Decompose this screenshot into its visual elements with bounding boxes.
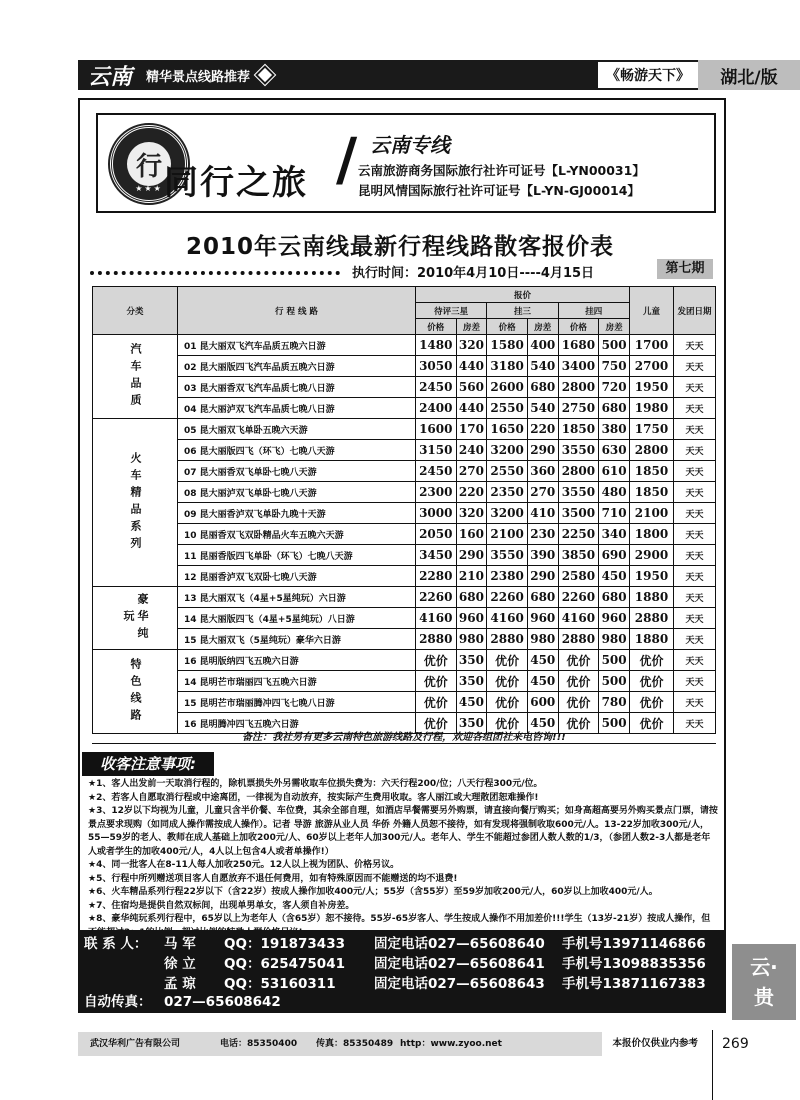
side-tab-line1: 云· bbox=[750, 955, 778, 979]
route-cell: 11 昆丽香版四飞单卧（环飞）七晚八天游 bbox=[178, 545, 416, 566]
price-cell: 1650 bbox=[487, 419, 528, 440]
price-cell: 优价 bbox=[558, 671, 599, 692]
room-diff-cell: 710 bbox=[599, 503, 630, 524]
edition-label: 湖北/版 bbox=[698, 60, 800, 90]
price-cell: 2350 bbox=[487, 482, 528, 503]
room-diff-cell: 450 bbox=[527, 671, 558, 692]
price-cell: 优价 bbox=[487, 692, 528, 713]
depart-cell: 天天 bbox=[674, 461, 716, 482]
depart-cell: 天天 bbox=[674, 713, 716, 734]
room-diff-cell: 390 bbox=[527, 545, 558, 566]
route-cell: 15 昆明芒市瑞丽腾冲四飞七晚八日游 bbox=[178, 692, 416, 713]
price-cell: 3550 bbox=[487, 545, 528, 566]
col-price-1: 价格 bbox=[416, 319, 457, 335]
child-price-cell: 1850 bbox=[630, 461, 674, 482]
price-cell: 2260 bbox=[487, 587, 528, 608]
room-diff-cell: 400 bbox=[527, 335, 558, 356]
col-price-2: 价格 bbox=[487, 319, 528, 335]
depart-cell: 天天 bbox=[674, 503, 716, 524]
contact-tel: 固定电话027—65608641 bbox=[374, 956, 545, 972]
room-diff-cell: 980 bbox=[599, 629, 630, 650]
room-diff-cell: 350 bbox=[456, 713, 487, 734]
price-cell: 1600 bbox=[416, 419, 457, 440]
table-row bbox=[93, 482, 716, 503]
room-diff-cell: 680 bbox=[599, 587, 630, 608]
footer-bar bbox=[78, 1032, 708, 1056]
room-diff-cell: 750 bbox=[599, 356, 630, 377]
price-cell: 1580 bbox=[487, 335, 528, 356]
room-diff-cell: 290 bbox=[527, 566, 558, 587]
price-cell: 2800 bbox=[558, 461, 599, 482]
price-cell: 3550 bbox=[558, 440, 599, 461]
depart-cell: 天天 bbox=[674, 692, 716, 713]
child-price-cell: 2900 bbox=[630, 545, 674, 566]
room-diff-cell: 560 bbox=[456, 377, 487, 398]
child-price-cell: 1800 bbox=[630, 524, 674, 545]
col-child: 儿童 bbox=[630, 287, 674, 335]
fax-number: 027—65608642 bbox=[164, 994, 281, 1010]
footer-phone: 电话：85350400 bbox=[220, 1039, 298, 1049]
room-diff-cell: 360 bbox=[527, 461, 558, 482]
room-diff-cell: 450 bbox=[456, 692, 487, 713]
page-divider bbox=[712, 1030, 713, 1100]
price-cell: 优价 bbox=[487, 650, 528, 671]
route-cell: 06 昆大丽版四飞（环飞）七晚八天游 bbox=[178, 440, 416, 461]
price-cell: 3180 bbox=[487, 356, 528, 377]
logo-stars-icon: ★★★ bbox=[135, 184, 163, 193]
price-cell: 3150 bbox=[416, 440, 457, 461]
room-diff-cell: 500 bbox=[599, 335, 630, 356]
contact-qq: QQ：53160311 bbox=[224, 976, 336, 992]
route-cell: 02 昆大丽版四飞汽车品质五晚六日游 bbox=[178, 356, 416, 377]
price-cell: 2250 bbox=[558, 524, 599, 545]
child-price-cell: 2100 bbox=[630, 503, 674, 524]
notes-title: 收客注意事项: bbox=[82, 752, 214, 776]
note-item: ★2、若客人自愿取消行程或中途离团，一律视为自动放弃，按实际产生费用收取。客人丽江或大理散团恕难操作! bbox=[88, 792, 539, 803]
child-price-cell: 优价 bbox=[630, 713, 674, 734]
room-diff-cell: 290 bbox=[456, 545, 487, 566]
room-diff-cell: 350 bbox=[456, 650, 487, 671]
child-price-cell: 1750 bbox=[630, 419, 674, 440]
child-price-cell: 2880 bbox=[630, 608, 674, 629]
line-name: 云南专线 bbox=[370, 133, 450, 157]
logo-emblem: 行 bbox=[127, 142, 171, 186]
footer-company: 武汉华利广告有限公司 bbox=[90, 1039, 181, 1049]
contact-name: 徐 立 bbox=[164, 956, 196, 972]
room-diff-cell: 500 bbox=[599, 713, 630, 734]
price-cell: 优价 bbox=[558, 650, 599, 671]
room-diff-cell: 340 bbox=[599, 524, 630, 545]
depart-cell: 天天 bbox=[674, 587, 716, 608]
price-cell: 3500 bbox=[558, 503, 599, 524]
room-diff-cell: 980 bbox=[456, 629, 487, 650]
route-cell: 07 昆大丽香双飞单卧七晚八天游 bbox=[178, 461, 416, 482]
magazine-name: 《畅游天下》 bbox=[598, 60, 698, 90]
footer-web[interactable]: http：www.zyoo.net bbox=[400, 1039, 502, 1049]
note-item: ★4、同一批客人在8-11人每人加收250元。12人以上视为团队、价格另议。 bbox=[88, 860, 400, 870]
child-price-cell: 优价 bbox=[630, 692, 674, 713]
exec-time: 执行时间：2010年4月10日----4月15日 bbox=[352, 266, 595, 281]
price-cell: 3450 bbox=[416, 545, 457, 566]
room-diff-cell: 320 bbox=[456, 335, 487, 356]
page-number: 269 bbox=[722, 1036, 749, 1052]
room-diff-cell: 540 bbox=[527, 398, 558, 419]
fax-row bbox=[84, 992, 724, 1012]
col-room-1: 房差 bbox=[456, 319, 487, 335]
note-item: ★5、行程中所列赠送项目客人自愿放弃不退任何费用，如有特殊原因而不能赠送的均不退费! bbox=[88, 873, 458, 884]
price-cell: 3550 bbox=[558, 482, 599, 503]
table-row bbox=[93, 587, 716, 608]
room-diff-cell: 500 bbox=[599, 650, 630, 671]
depart-cell: 天天 bbox=[674, 482, 716, 503]
table-row bbox=[93, 377, 716, 398]
table-row bbox=[93, 398, 716, 419]
contact-row bbox=[84, 974, 724, 994]
room-diff-cell: 680 bbox=[456, 587, 487, 608]
license-1: 云南旅游商务国际旅行社许可证号【L-YN00031】 bbox=[358, 163, 645, 178]
price-cell: 2050 bbox=[416, 524, 457, 545]
depart-cell: 天天 bbox=[674, 356, 716, 377]
dotted-divider bbox=[90, 271, 340, 275]
route-cell: 13 昆大丽双飞（4星+5星纯玩）六日游 bbox=[178, 587, 416, 608]
depart-cell: 天天 bbox=[674, 629, 716, 650]
room-diff-cell: 960 bbox=[599, 608, 630, 629]
room-diff-cell: 630 bbox=[599, 440, 630, 461]
depart-cell: 天天 bbox=[674, 524, 716, 545]
room-diff-cell: 270 bbox=[527, 482, 558, 503]
depart-cell: 天天 bbox=[674, 608, 716, 629]
page-title: 2010年云南线最新行程线路散客报价表 bbox=[185, 234, 614, 260]
contact-name: 孟 琼 bbox=[164, 976, 196, 992]
col-price-3: 价格 bbox=[558, 319, 599, 335]
contact-mobile: 手机号13098835356 bbox=[562, 956, 706, 972]
price-cell: 2400 bbox=[416, 398, 457, 419]
table-row bbox=[93, 545, 716, 566]
room-diff-cell: 980 bbox=[527, 629, 558, 650]
contact-row bbox=[84, 934, 724, 954]
room-diff-cell: 230 bbox=[527, 524, 558, 545]
category-label: 汽车品质 bbox=[93, 335, 178, 419]
table-row bbox=[93, 440, 716, 461]
contact-mobile: 手机号13971146866 bbox=[562, 936, 706, 952]
room-diff-cell: 240 bbox=[456, 440, 487, 461]
contact-qq: QQ：191873433 bbox=[224, 936, 345, 952]
route-cell: 04 昆大丽泸双飞汽车品质七晚八日游 bbox=[178, 398, 416, 419]
region-label: 云南 bbox=[88, 63, 133, 90]
price-cell: 2880 bbox=[487, 629, 528, 650]
table-row bbox=[93, 650, 716, 671]
price-cell: 优价 bbox=[416, 671, 457, 692]
col-room-2: 房差 bbox=[527, 319, 558, 335]
price-cell: 2300 bbox=[416, 482, 457, 503]
price-cell: 2550 bbox=[487, 461, 528, 482]
room-diff-cell: 160 bbox=[456, 524, 487, 545]
price-cell: 优价 bbox=[487, 713, 528, 734]
table-row bbox=[93, 503, 716, 524]
price-cell: 2880 bbox=[416, 629, 457, 650]
room-diff-cell: 210 bbox=[456, 566, 487, 587]
depart-cell: 天天 bbox=[674, 398, 716, 419]
price-cell: 2600 bbox=[487, 377, 528, 398]
price-cell: 优价 bbox=[558, 692, 599, 713]
contact-qq: QQ：625475041 bbox=[224, 956, 345, 972]
route-cell: 05 昆大丽双飞单卧五晚六天游 bbox=[178, 419, 416, 440]
room-diff-cell: 220 bbox=[456, 482, 487, 503]
depart-cell: 天天 bbox=[674, 566, 716, 587]
license-2: 昆明风情国际旅行社许可证号【L-YN-GJ00014】 bbox=[358, 183, 640, 198]
col-room-3: 房差 bbox=[599, 319, 630, 335]
room-diff-cell: 780 bbox=[599, 692, 630, 713]
agency-name: 同行之旅 bbox=[164, 163, 308, 203]
room-diff-cell: 220 bbox=[527, 419, 558, 440]
room-diff-cell: 440 bbox=[456, 356, 487, 377]
divider-slash: / bbox=[336, 125, 358, 193]
price-table-body bbox=[93, 335, 716, 734]
price-table bbox=[92, 286, 716, 734]
room-diff-cell: 320 bbox=[456, 503, 487, 524]
room-diff-cell: 450 bbox=[527, 650, 558, 671]
depart-cell: 天天 bbox=[674, 335, 716, 356]
top-banner bbox=[78, 60, 800, 90]
contact-name: 马 军 bbox=[164, 936, 196, 952]
depart-cell: 天天 bbox=[674, 671, 716, 692]
child-price-cell: 优价 bbox=[630, 671, 674, 692]
child-price-cell: 1980 bbox=[630, 398, 674, 419]
route-cell: 12 昆丽香泸双飞双卧七晚八天游 bbox=[178, 566, 416, 587]
region-side-tab bbox=[732, 944, 796, 1020]
table-row bbox=[93, 335, 716, 356]
price-cell: 3850 bbox=[558, 545, 599, 566]
child-price-cell: 1700 bbox=[630, 335, 674, 356]
room-diff-cell: 170 bbox=[456, 419, 487, 440]
room-diff-cell: 380 bbox=[599, 419, 630, 440]
room-diff-cell: 600 bbox=[527, 692, 558, 713]
room-diff-cell: 480 bbox=[599, 482, 630, 503]
col-tier1: 待评三星 bbox=[416, 303, 487, 319]
depart-cell: 天天 bbox=[674, 440, 716, 461]
contact-panel bbox=[78, 930, 726, 1013]
price-cell: 2550 bbox=[487, 398, 528, 419]
child-price-cell: 1950 bbox=[630, 566, 674, 587]
price-cell: 2800 bbox=[558, 377, 599, 398]
child-price-cell: 2700 bbox=[630, 356, 674, 377]
price-cell: 优价 bbox=[416, 650, 457, 671]
route-cell: 03 昆大丽香双飞汽车品质七晚八日游 bbox=[178, 377, 416, 398]
room-diff-cell: 500 bbox=[599, 671, 630, 692]
agency-header bbox=[96, 113, 716, 213]
side-tab-line2: 贵 bbox=[754, 985, 774, 1009]
contact-tel: 固定电话027—65608640 bbox=[374, 936, 545, 952]
note-item: ★7、住宿均是提供自然双标间，出现单男单女，客人须自补房差。 bbox=[88, 900, 355, 911]
price-cell: 2260 bbox=[416, 587, 457, 608]
price-cell: 2100 bbox=[487, 524, 528, 545]
route-cell: 16 昆明版纳四飞五晚六日游 bbox=[178, 650, 416, 671]
category-label: 火车精品系列 bbox=[93, 419, 178, 587]
recommend-label: 精华景点线路推荐 bbox=[146, 69, 251, 85]
contact-label: 联 系 人： bbox=[84, 936, 148, 952]
price-cell: 1850 bbox=[558, 419, 599, 440]
price-cell: 2280 bbox=[416, 566, 457, 587]
price-cell: 1680 bbox=[558, 335, 599, 356]
route-cell: 01 昆大丽双飞汽车品质五晚六日游 bbox=[178, 335, 416, 356]
diamond-icon bbox=[255, 65, 275, 85]
price-cell: 优价 bbox=[416, 692, 457, 713]
room-diff-cell: 960 bbox=[527, 608, 558, 629]
price-cell: 优价 bbox=[416, 713, 457, 734]
table-row bbox=[93, 566, 716, 587]
price-cell: 2880 bbox=[558, 629, 599, 650]
col-tier2: 挂三 bbox=[487, 303, 558, 319]
fax-label: 自动传真： bbox=[84, 994, 152, 1010]
room-diff-cell: 450 bbox=[527, 713, 558, 734]
room-diff-cell: 410 bbox=[527, 503, 558, 524]
price-cell: 优价 bbox=[487, 671, 528, 692]
table-row bbox=[93, 608, 716, 629]
note-item: ★6、火车精品系列行程22岁以下（含22岁）按成人操作加收400元/人；55岁（含55岁）至59岁加收200元/人，60岁以上加收400元/人。 bbox=[88, 887, 658, 897]
contact-tel: 固定电话027—65608643 bbox=[374, 976, 545, 992]
route-cell: 14 昆大丽版四飞（4星+5星纯玩）八日游 bbox=[178, 608, 416, 629]
room-diff-cell: 960 bbox=[456, 608, 487, 629]
col-price: 报价 bbox=[416, 287, 630, 303]
room-diff-cell: 450 bbox=[599, 566, 630, 587]
price-cell: 3000 bbox=[416, 503, 457, 524]
price-cell: 4160 bbox=[558, 608, 599, 629]
child-price-cell: 优价 bbox=[630, 650, 674, 671]
room-diff-cell: 680 bbox=[527, 377, 558, 398]
route-cell: 15 昆大丽双飞（5星纯玩）豪华六日游 bbox=[178, 629, 416, 650]
price-cell: 3200 bbox=[487, 503, 528, 524]
child-price-cell: 2800 bbox=[630, 440, 674, 461]
room-diff-cell: 720 bbox=[599, 377, 630, 398]
table-row bbox=[93, 692, 716, 713]
contact-row bbox=[84, 954, 724, 974]
table-row bbox=[93, 629, 716, 650]
price-cell: 2450 bbox=[416, 377, 457, 398]
room-diff-cell: 540 bbox=[527, 356, 558, 377]
price-cell: 2450 bbox=[416, 461, 457, 482]
route-cell: 16 昆明腾冲四飞五晚六日游 bbox=[178, 713, 416, 734]
depart-cell: 天天 bbox=[674, 419, 716, 440]
route-cell: 08 昆大丽泸双飞单卧七晚八天游 bbox=[178, 482, 416, 503]
col-category: 分类 bbox=[93, 287, 178, 335]
price-cell: 3400 bbox=[558, 356, 599, 377]
child-price-cell: 1880 bbox=[630, 629, 674, 650]
child-price-cell: 1950 bbox=[630, 377, 674, 398]
child-price-cell: 1880 bbox=[630, 587, 674, 608]
table-row bbox=[93, 461, 716, 482]
col-tier3: 挂四 bbox=[558, 303, 629, 319]
period-badge: 第七期 bbox=[657, 259, 713, 279]
price-cell: 1480 bbox=[416, 335, 457, 356]
col-depart: 发团日期 bbox=[674, 287, 716, 335]
room-diff-cell: 440 bbox=[456, 398, 487, 419]
table-row bbox=[93, 671, 716, 692]
room-diff-cell: 610 bbox=[599, 461, 630, 482]
notes-list bbox=[88, 778, 718, 940]
depart-cell: 天天 bbox=[674, 377, 716, 398]
price-cell: 3200 bbox=[487, 440, 528, 461]
price-cell: 2580 bbox=[558, 566, 599, 587]
room-diff-cell: 680 bbox=[599, 398, 630, 419]
room-diff-cell: 690 bbox=[599, 545, 630, 566]
price-cell: 3050 bbox=[416, 356, 457, 377]
price-cell: 优价 bbox=[558, 713, 599, 734]
note-item: ★1、客人出发前一天取消行程的，除机票损失外另需收取车位损失费为：六天行程200/位；八天行程300元/位。 bbox=[88, 779, 543, 789]
price-cell: 2260 bbox=[558, 587, 599, 608]
table-row bbox=[93, 524, 716, 545]
price-cell: 2750 bbox=[558, 398, 599, 419]
table-row bbox=[93, 356, 716, 377]
depart-cell: 天天 bbox=[674, 545, 716, 566]
table-row bbox=[93, 419, 716, 440]
price-cell: 4160 bbox=[416, 608, 457, 629]
room-diff-cell: 290 bbox=[527, 440, 558, 461]
table-remark: 备注：我社另有更多云南特色旅游线路及行程，欢迎各组团社来电咨询!!! bbox=[92, 728, 716, 744]
price-cell: 4160 bbox=[487, 608, 528, 629]
category-label: 豪华纯玩 bbox=[93, 587, 178, 650]
category-label: 特色线路 bbox=[93, 650, 178, 734]
room-diff-cell: 270 bbox=[456, 461, 487, 482]
note-item: ★8、豪华纯玩系列行程中，65岁以上为老年人（含65岁）恕不接待。55岁-65岁客人、学生按成人操作不用加差价!!!学生（13岁-21岁）按成人操作，但 bbox=[88, 914, 711, 924]
note-item: ★3、12岁以下均视为儿童，儿童只含半价餐、车位费，其余全部自理，如酒店早餐需要另外购票，请直接向餐厅购买；如身高超高要另外购买景点门票，请按景点要求现购（如同成人操作需按成人操作）。记者 导游 旅游从业人员 华侨 外籍人员恕不接待，如有发现将强制收取600元/人。13-22岁加收300元/人，55—59岁的老人、教师在成人基础上加收200元/人、60岁以上老年人加300元/人。老年人、学生不能超过参团人数人数的1/3，（参团人数2-3人都是老年人或者学生的加收400元/人，4人以上包含4人或者单操作!） bbox=[88, 806, 718, 857]
depart-cell: 天天 bbox=[674, 650, 716, 671]
col-route: 行 程 线 路 bbox=[178, 287, 416, 335]
route-cell: 09 昆大丽香泸双飞单卧九晚十天游 bbox=[178, 503, 416, 524]
room-diff-cell: 680 bbox=[527, 587, 558, 608]
contact-mobile: 手机号13871167383 bbox=[562, 976, 706, 992]
price-cell: 2380 bbox=[487, 566, 528, 587]
route-cell: 14 昆明芒市瑞丽四飞五晚六日游 bbox=[178, 671, 416, 692]
child-price-cell: 1850 bbox=[630, 482, 674, 503]
footer-fax: 传真：85350489 bbox=[316, 1039, 394, 1049]
room-diff-cell: 350 bbox=[456, 671, 487, 692]
footer-reference: 本报价仅供业内参考 bbox=[602, 1032, 708, 1056]
route-cell: 10 昆丽香双飞双卧精品火车五晚六天游 bbox=[178, 524, 416, 545]
